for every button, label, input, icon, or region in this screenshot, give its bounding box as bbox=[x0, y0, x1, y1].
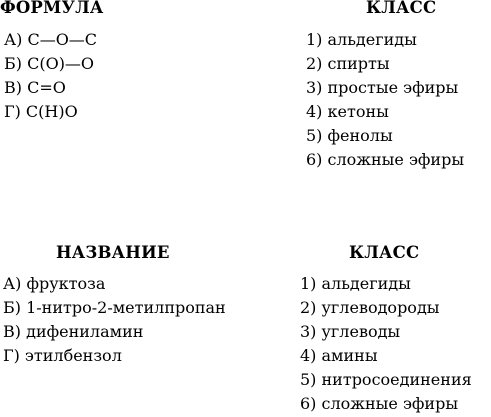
class2-option-2: 2) углеводороды bbox=[300, 298, 440, 317]
name-item-a: А) фруктоза bbox=[3, 274, 106, 293]
class-option-6: 6) сложные эфиры bbox=[306, 150, 465, 169]
class2-option-6: 6) сложные эфиры bbox=[300, 394, 459, 413]
class2-option-4: 4) амины bbox=[300, 346, 378, 365]
name-item-g: Г) этилбензол bbox=[3, 346, 122, 365]
formula-item-b: Б) C(O)—O bbox=[4, 54, 95, 73]
class-option-4: 4) кетоны bbox=[306, 102, 389, 121]
class-list-2 bbox=[300, 272, 472, 416]
name-list bbox=[3, 272, 226, 368]
class-column-header: КЛАСС bbox=[366, 0, 437, 17]
formula-item-v: В) C=O bbox=[4, 78, 66, 97]
name-item-v: В) дифениламин bbox=[3, 322, 144, 341]
class2-option-1: 1) альдегиды bbox=[300, 274, 411, 293]
name-item-b: Б) 1-нитро-2-метилпропан bbox=[3, 298, 226, 317]
class-column-header-2: КЛАСС bbox=[349, 243, 420, 262]
formula-item-g: Г) C(H)O bbox=[4, 102, 78, 121]
name-column-header: НАЗВАНИЕ bbox=[56, 243, 170, 262]
formula-list bbox=[4, 28, 97, 124]
formula-column-header: ФОРМУЛА bbox=[0, 0, 104, 17]
class-option-3: 3) простые эфиры bbox=[306, 78, 459, 97]
class-list-1 bbox=[306, 28, 464, 172]
class-option-1: 1) альдегиды bbox=[306, 30, 417, 49]
class-option-5: 5) фенолы bbox=[306, 126, 393, 145]
formula-item-a: А) C—O—C bbox=[4, 30, 98, 49]
class2-option-3: 3) углеводы bbox=[300, 322, 401, 341]
class-option-2: 2) спирты bbox=[306, 54, 390, 73]
class2-option-5: 5) нитросоединения bbox=[300, 370, 472, 389]
